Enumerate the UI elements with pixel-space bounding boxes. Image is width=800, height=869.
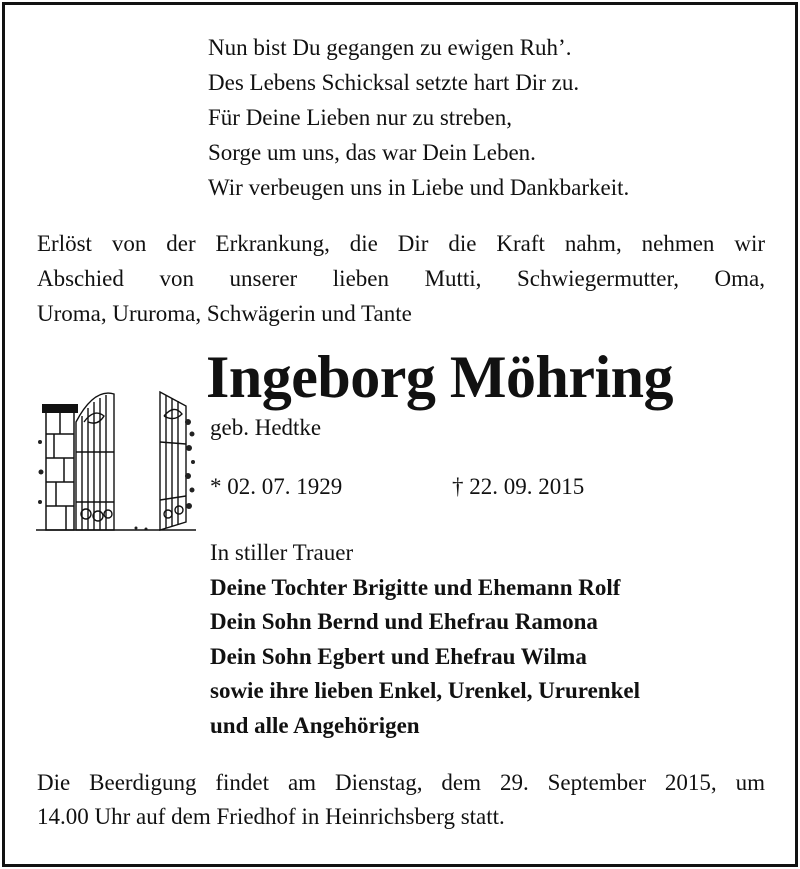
mourners — [210, 536, 640, 743]
maiden-name: geb. Hedtke — [210, 415, 322, 440]
mourner-line: sowie ihre lieben Enkel, Urenkel, Ururenkel — [210, 678, 640, 703]
intro-text — [37, 226, 765, 331]
intro-line: Erlöst von der Erkrankung, die Dir die Kraft nahm, nehmen wir — [37, 231, 765, 256]
mourner-line: Dein Sohn Egbert und Ehefrau Wilma — [210, 643, 587, 669]
open-cemetery-gate-icon — [36, 382, 196, 532]
intro-line: Abschied von unserer lieben Mutti, Schwiegermutter, Oma, — [37, 266, 765, 291]
deceased-name: Ingeborg Möhring — [206, 344, 674, 410]
intro-line: Uroma, Ururoma, Schwägerin und Tante — [37, 301, 412, 326]
poem-line: Nun bist Du gegangen zu ewigen Ruh’. — [208, 35, 572, 60]
mourners-heading: In stiller Trauer — [210, 540, 354, 565]
poem-line: Sorge um uns, das war Dein Leben. — [208, 140, 536, 165]
poem-line: Des Lebens Schicksal setzte hart Dir zu. — [208, 70, 580, 95]
burial-line: 14.00 Uhr auf dem Friedhof in Heinrichsberg statt. — [37, 804, 505, 829]
mourner-line: und alle Angehörigen — [210, 712, 420, 738]
death-date: † 22. 09. 2015 — [452, 474, 585, 499]
mourner-line: Dein Sohn Bernd und Ehefrau Ramona — [210, 609, 598, 634]
poem-line: Wir verbeugen uns in Liebe und Dankbarkeit. — [208, 175, 630, 200]
burial-notice — [37, 766, 765, 834]
birth-date: * 02. 07. 1929 — [210, 474, 343, 499]
poem — [208, 30, 629, 205]
burial-line: Die Beerdigung findet am Dienstag, dem 29. September 2015, um — [37, 770, 765, 795]
poem-line: Für Deine Lieben nur zu streben, — [208, 105, 513, 130]
mourner-line: Deine Tochter Brigitte und Ehemann Rolf — [210, 574, 621, 600]
